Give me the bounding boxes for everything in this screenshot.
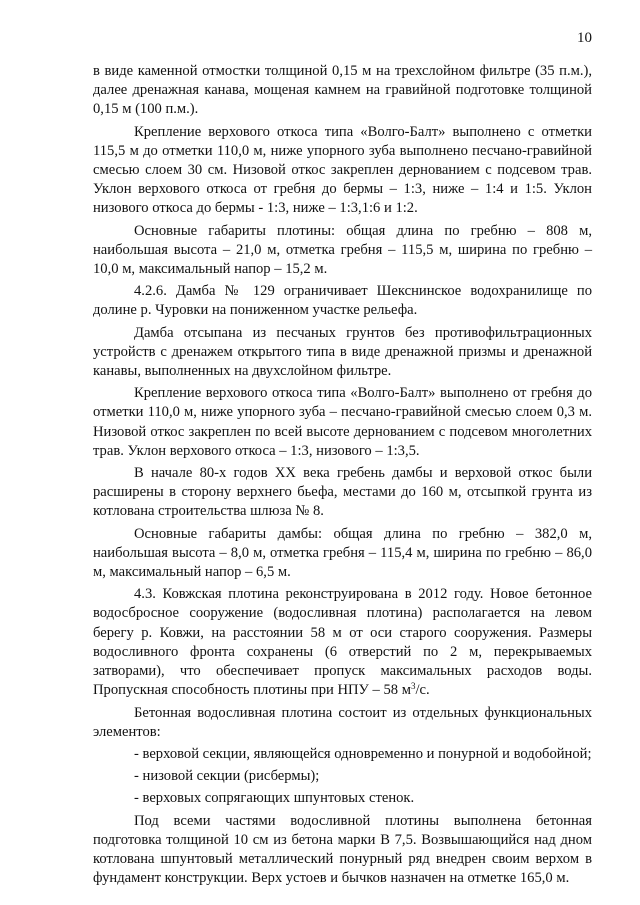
list-item: - низовой секции (рисбермы); — [134, 768, 320, 785]
paragraph: 4.2.6. Дамба № 129 ограничивает Шекснинское водохранилище по долине р. Чуровки на пониженном участке рельефа. — [93, 283, 592, 319]
paragraph: Основные габариты дамбы: общая длина по гребню – 382,0 м, наибольшая высота – 8,0 м, отметка гребня – 115,4 м, ширина по гребню – 86,0 м, максимальный напор – 6,5 м. — [93, 525, 592, 581]
paragraph: Крепление верхового откоса типа «Волго-Балт» выполнено с отметки 115,5 м до отметки 110,0 м, ниже упорного зуба выполнено песчано-гравийной смесью слоем 30 см. Низовой откос закреплен дернованием с подсевом трав. Уклон верхового откоса от гребня до бермы – 1:3, ниже – 1:4 и 1:5. Уклон низового откоса до бермы - 1:3, ниже – 1:3,1:6 и 1:2. — [93, 123, 592, 217]
superscript: 3 — [410, 681, 416, 692]
list-item: - верховых сопрягающих шпунтовых стенок. — [134, 790, 415, 807]
paragraph: Крепление верхового откоса типа «Волго-Балт» выполнено от гребня до отметки 110,0 м, ниже упорного зуба – песчано-гравийной смесью слоем 0,3 м. Низовой откос закреплен по всей высоте дернованием с подсевом многолетних трав. Уклон верхового откоса – 1:3, низового – 1:3,5. — [93, 385, 592, 459]
paragraph: Под всеми частями водосливной плотины выполнена бетонная подготовка толщиной 10 см из бетона марки В 7,5. Возвышающийся над дном котлована шпунтовый металлический понурный ряд внедрен своим верхом в фундамент конструкции. Верх устоев и бычков назначен на отметке 165,0 м. — [93, 812, 592, 887]
paragraph: Бетонная водосливная плотина состоит из отдельных функциональных элементов: — [93, 704, 592, 740]
paragraph: Дамба отсыпана из песчаных грунтов без противофильтрационных устройств с дренажем открытого типа в виде дренажной призмы и дренажной канавы, выполненных на двухслойном фильтре. — [93, 324, 592, 380]
paragraph: В начале 80-х годов XX века гребень дамбы и верховой откос были расширены в сторону верхнего бьефа, местами до 160 м, отсыпкой грунта из котлована строительства шлюза № 8. — [93, 465, 592, 520]
paragraph-with-superscript — [93, 585, 592, 700]
paragraph: Основные габариты плотины: общая длина по гребню – 808 м, наибольшая высота – 21,0 м, отметка гребня – 115,5 м, ширина по гребню – 10,0 м, максимальный напор – 15,2 м. — [93, 222, 592, 278]
paragraph-tail: /с. — [415, 682, 430, 699]
list-item: - верховой секции, являющейся одновременно и понурной и водобойной; — [134, 745, 592, 762]
paragraph-text: 4.3. Ковжская плотина реконструирована в 2012 году. Новое бетонное водосбросное сооружение (водосливная плотина) располагается на левом берегу р. Ковжи, на расстоянии 58 м от оси старого сооружения. Размеры водосливного фронта сохранены (6 отверстий по 2 м, перекрываемых затворами), что обеспечивает пропуск максимальных расходов воды. Пропускная способность плотины при НПУ – 58 м — [93, 586, 592, 699]
page-number: 10 — [577, 30, 592, 46]
document-body — [93, 62, 592, 891]
paragraph: в виде каменной отмостки толщиной 0,15 м на трехслойном фильтре (35 п.м.), далее дренажная канава, мощеная камнем на гравийной подготовке толщиной 0,15 м (100 п.м.). — [93, 63, 592, 118]
